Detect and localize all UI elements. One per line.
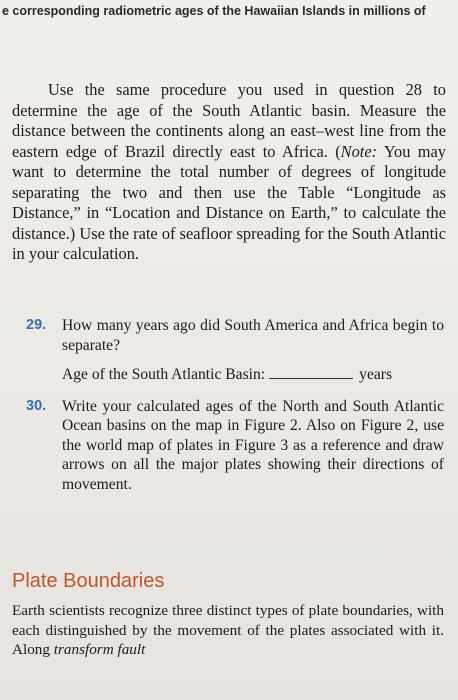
- intro-paragraph: [12, 80, 446, 265]
- answer-label: Age of the South Atlantic Basin:: [62, 366, 266, 383]
- question-text: How many years ago did South America and Africa begin to separate?: [62, 317, 444, 354]
- intro-text-part1: Use the same procedure you used in question 28 to determine the age of the South Atlantic basin. Measure the distance between the continents along an east–west line from the eastern edge of Brazil directly east to Africa. (: [12, 80, 446, 161]
- answer-unit: years: [359, 366, 393, 383]
- section-body-emphasis: transform fault: [53, 641, 146, 658]
- section-title: Plate Boundaries: [12, 570, 165, 592]
- answer-blank[interactable]: [269, 364, 353, 379]
- question-list: [26, 316, 444, 503]
- running-header: e corresponding radiometric ages of the Hawaiian Islands in millions of: [2, 4, 426, 18]
- question-number: 30.: [26, 397, 47, 414]
- section-body: [12, 601, 444, 660]
- intro-text-part2: You may want to determine the total number of degrees of longitude separating the two and then use the Table “Longitude as Distance,” in “Location and Distance on Earth,” to calculate the distance.) Use the rate of seafloor spreading for the South Atlantic in your calculation.: [12, 141, 446, 263]
- intro-text: [12, 80, 446, 265]
- answer-row-29: [62, 364, 444, 385]
- question-29: [26, 316, 444, 355]
- question-text: Write your calculated ages of the North and South Atlantic Ocean basins on the map in Figure 2. Also on Figure 2, use the world map of plates in Figure 3 as a reference and draw arrows on all the major plates showing their directions of movement.: [62, 397, 444, 493]
- question-30: [26, 397, 444, 495]
- question-number: 29.: [26, 317, 47, 333]
- note-label: Note:: [340, 141, 378, 161]
- section-body-part1: Earth scientists recognize three distinct types of plate boundaries, with each distinguished by the movement of the plates associated with it. Along: [12, 602, 444, 658]
